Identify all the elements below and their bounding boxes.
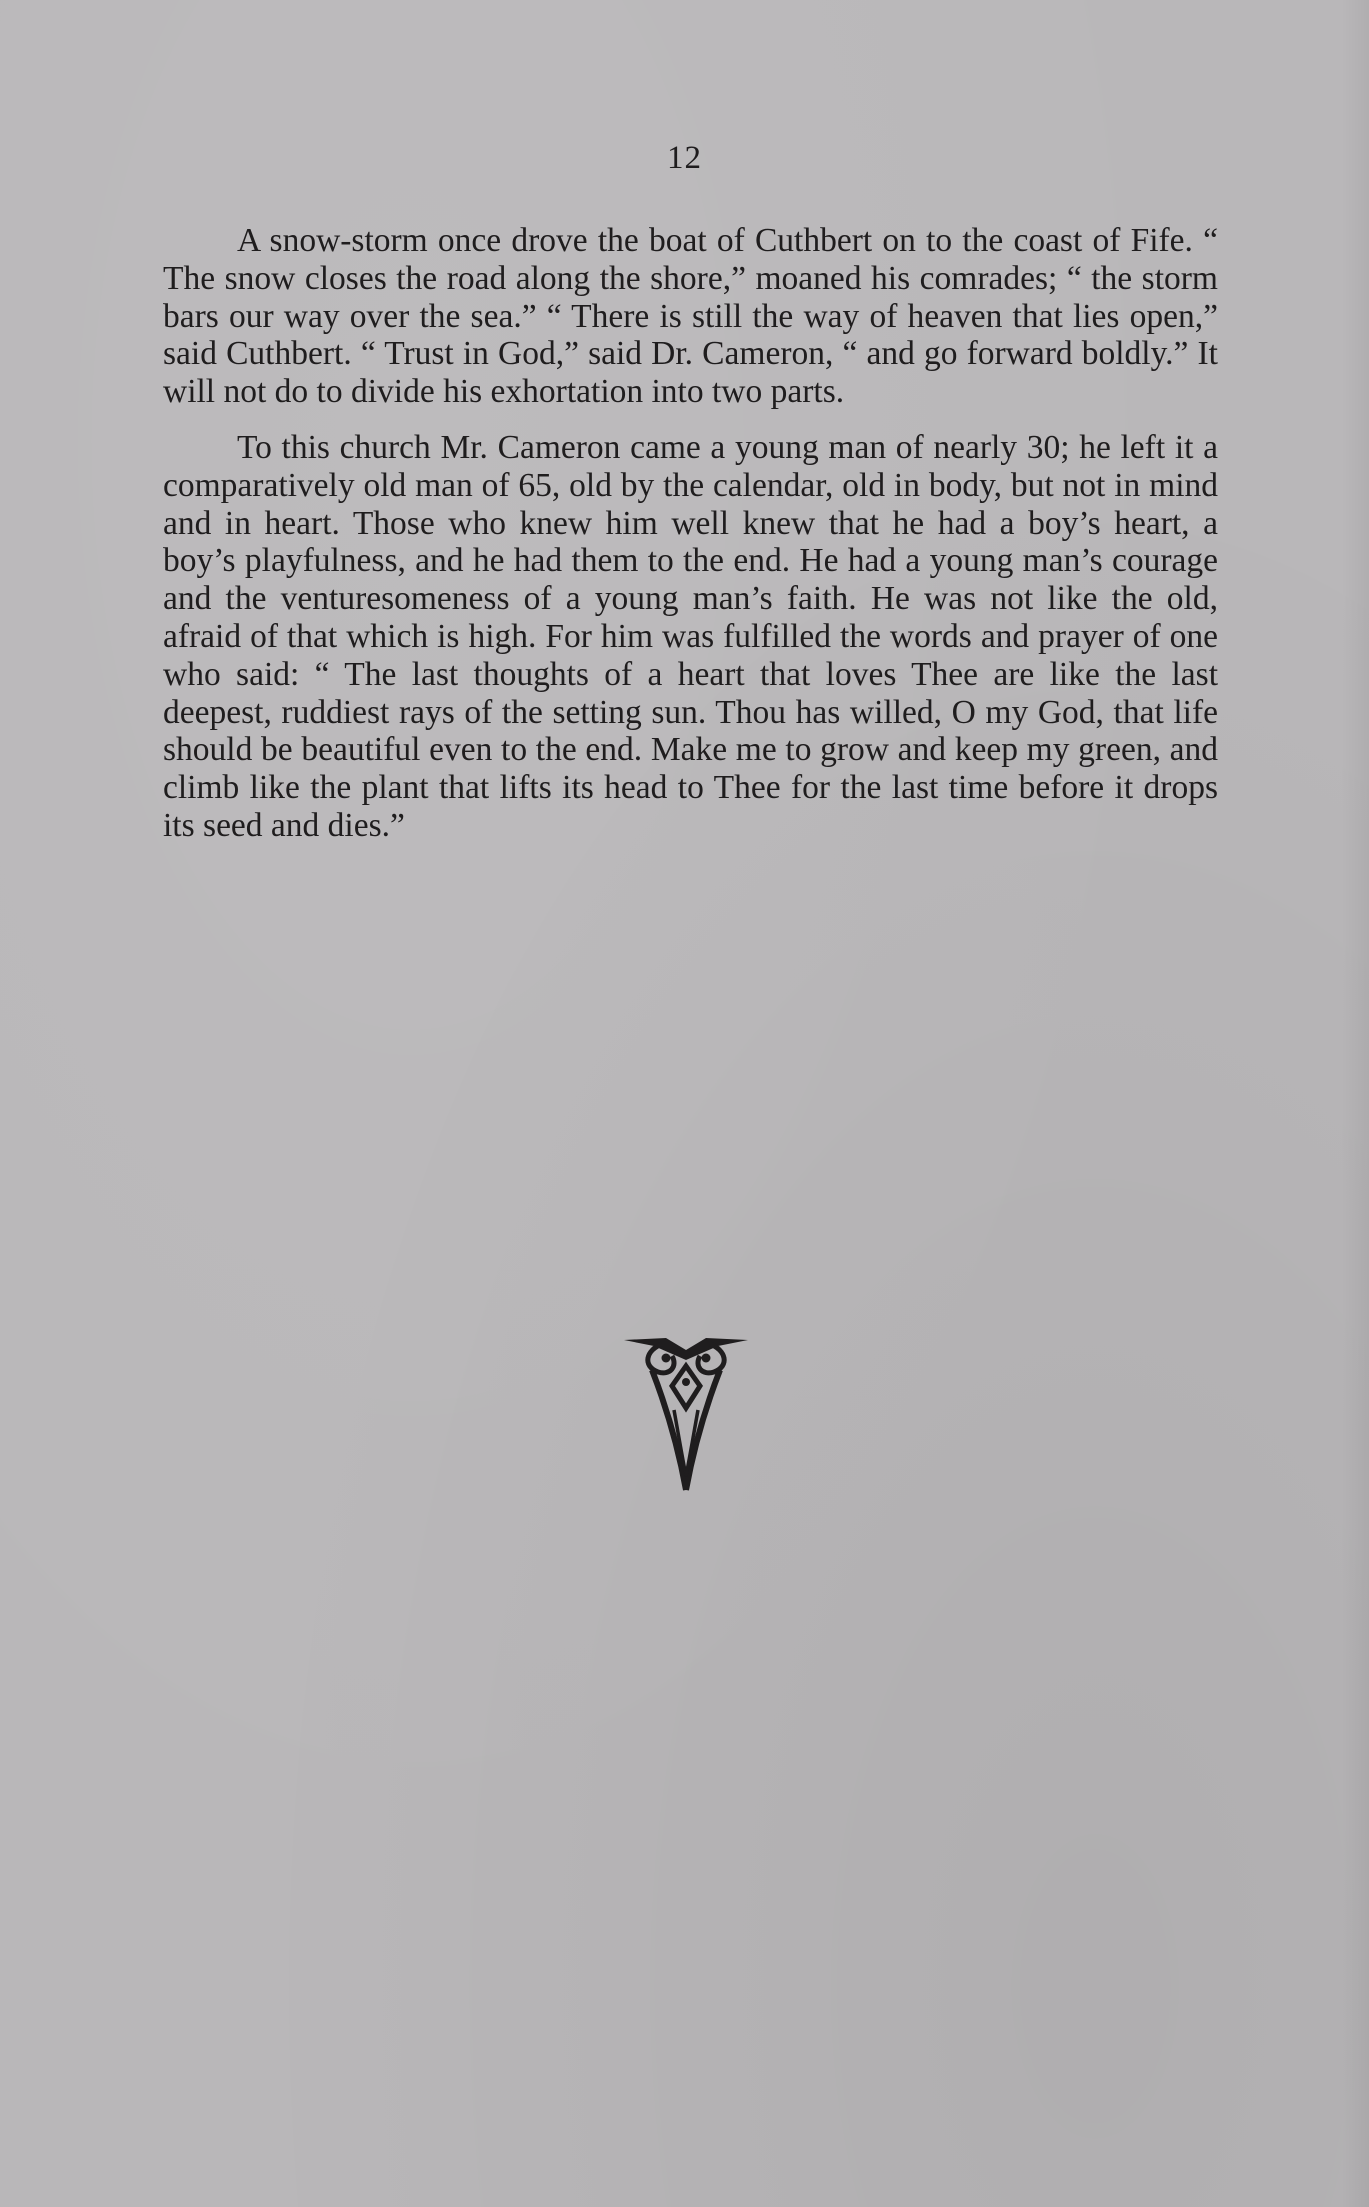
- paragraph-cuthbert: A snow-storm once drove the boat of Cuthbert on to the coast of Fife. “ The snow closes the road along the shore,” moaned his comrades; “ the storm bars our way over the sea.” “ There is still the way of heaven that lies open,” said Cuthbert. “ Trust in God,” said Dr. Cameron, “ and go forward boldly.” It will not do to divide his exhortation into two parts.: [163, 222, 1218, 411]
- page-number: 12: [667, 140, 702, 176]
- paragraph-mr-cameron: To this church Mr. Cameron came a young man of nearly 30; he left it a comparatively old man of 65, old by the calendar, old in body, but not in mind and in heart. Those who knew him well knew that he had a boy’s heart, a boy’s playfulness, and he had them to the end. He had a young man’s courage and the venturesomeness of a young man’s faith. He was not like the old, afraid of that which is high. For him was fulfilled the words and prayer of one who said: “ The last thoughts of a heart that loves Thee are like the last deepest, ruddiest rays of the setting sun. Thou has willed, O my God, that life should be beautiful even to the end. Make me to grow and keep my green, and climb like the plant that lifts its head to Thee for the last time before it drops its seed and dies.”: [163, 428, 1218, 844]
- page-edge-shadow: [1341, 0, 1369, 2207]
- tailpiece-ornament-icon: [622, 1336, 750, 1492]
- body-text: [163, 222, 1218, 845]
